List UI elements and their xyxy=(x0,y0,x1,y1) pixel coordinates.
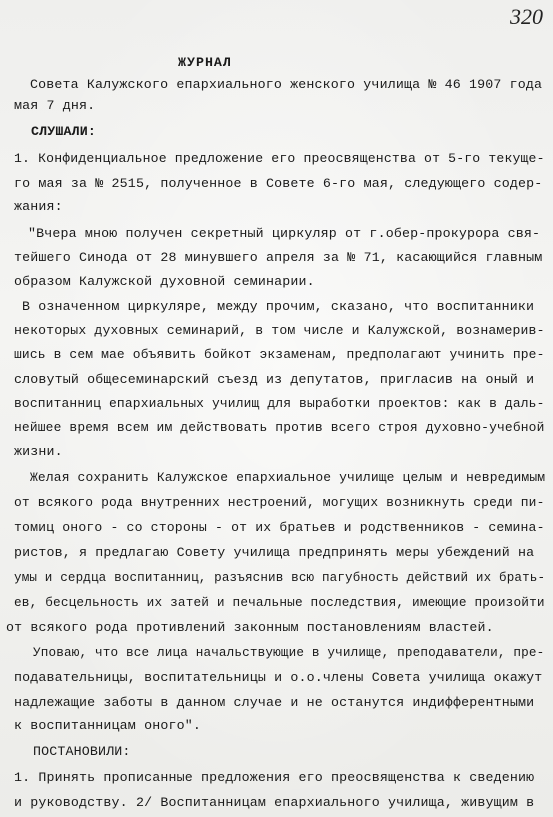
paragraph-line: ев, бесцельность их затей и печальные последствия, имеющие произойти xyxy=(14,595,545,610)
quote-line: "Вчера мною получен секретный циркуляр от г.обер-прокурора свя- xyxy=(28,226,541,241)
item1-line: жания: xyxy=(14,199,63,214)
resolved-heading: ПОСТАНОВИЛИ: xyxy=(33,744,131,759)
paragraph-line: жизни. xyxy=(14,444,63,459)
quote-line: тейшего Синода от 28 минувшего апреля за № 71, касающийся главным xyxy=(14,250,543,265)
paragraph-line: нейшее время всем им действовать против всего строя духовно-учебной xyxy=(14,420,545,435)
paragraph-line: умы и сердца воспитанниц, разъяснив всю пагубность действий их брать- xyxy=(14,570,546,585)
paragraph-line: воспитанниц епархиальных училищ для выработки проектов: как в даль- xyxy=(14,396,545,411)
resolved-line: и руководству. 2/ Воспитанницам епархиального училища, живущим в xyxy=(14,795,535,810)
paragraph-line: ристов, я предлагаю Совету училища предпринять меры убеждений на xyxy=(14,545,535,560)
paragraph-line: В означенном циркуляре, между прочим, сказано, что воспитанники xyxy=(22,299,535,314)
paragraph-line: Желая сохранить Калужское епархиальное училище целым и невредимым xyxy=(30,470,546,485)
heard-heading: СЛУШАЛИ: xyxy=(31,124,97,139)
paragraph-line: шись в сем мае объявить бойкот экзаменам, предполагают учинить пре- xyxy=(14,347,545,362)
header-line: Совета Калужского епархиального женского училища № 46 1907 года xyxy=(30,77,543,92)
paragraph-line: словутый общесеминарский съезд из депутатов, пригласив на оный и xyxy=(14,372,535,387)
quote-line: образом Калужской духовной семинарии. xyxy=(14,274,315,289)
item1-line: 1. Конфиденциальное предложение его преосвященства от 5-го текуще- xyxy=(14,151,545,166)
paragraph-line: надлежащие заботы в данном случае и не останутся индифферентными xyxy=(14,695,535,710)
resolved-line: 1. Принять прописанные предложения его преосвященства к сведению xyxy=(14,770,535,785)
paragraph-line: подавательницы, воспитательницы и о.о.члены Совета училища окажут xyxy=(14,670,543,685)
paragraph-line: от всякого рода внутренних нестроений, могущих возникнуть среди пи- xyxy=(14,495,545,510)
paragraph-line: некоторых духовных семинарий, в том числе и Калужской, вознамерив- xyxy=(14,323,545,338)
paragraph-line: томиц оного - со стороны - от их братьев и родственников - семина- xyxy=(14,520,545,535)
paragraph-line: к воспитанницам оного". xyxy=(14,718,201,733)
header-line: мая 7 дня. xyxy=(14,98,96,113)
item1-line: го мая за № 2515, полученное в Совете 6-го мая, следующего содер- xyxy=(14,176,543,191)
document-title: ЖУРНАЛ xyxy=(178,55,232,70)
paragraph-line: Уповаю, что все лица начальствующие в училище, преподаватели, пре- xyxy=(33,645,545,660)
page-number: 320 xyxy=(510,4,543,29)
paragraph-line: от всякого рода противлений законным постановлениям властей. xyxy=(6,620,494,635)
